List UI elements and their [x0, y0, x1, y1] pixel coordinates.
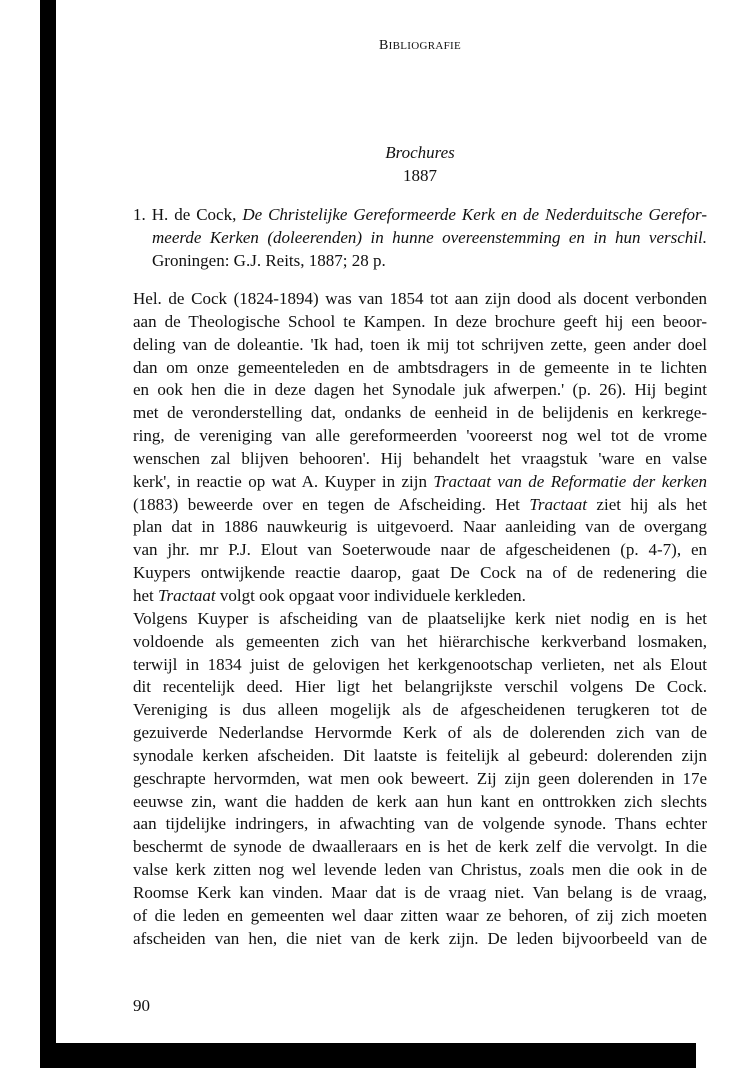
text-line [133, 227, 707, 250]
text-segment: gezuiverde Nederlandse Hervormde Kerk of als de dolerenden zich van de [133, 723, 707, 743]
text-line [133, 250, 707, 273]
page-number: 90 [133, 996, 150, 1015]
text-line [133, 357, 707, 380]
text-line [133, 882, 707, 905]
text-line [133, 562, 707, 585]
text-segment: Groningen: G.J. Reits, 1887; 28 p. [152, 250, 386, 270]
entry-description [133, 288, 707, 950]
text-line [133, 631, 707, 654]
text-line [133, 608, 707, 631]
text-segment: plan dat in 1886 nauwkeurig is uitgevoerd. Naar aanleiding van de overgang [133, 517, 707, 537]
text-segment: ring, de vereniging van alle gereformeerden 'vooreerst nog wel tot de vrome [133, 426, 707, 446]
text-line [133, 813, 707, 836]
text-segment: van jhr. mr P.J. Elout van Soeterwoude naar de afgescheidenen (p. 4-7), en [133, 540, 707, 560]
text-segment: deling van de doleantie. 'Ik had, toen ik mij tot schrijven zette, geen ander doel [133, 334, 707, 354]
text-line [133, 905, 707, 928]
text-segment: Vereniging is dus alleen mogelijk als de afgescheidenen terugkeren tot de [133, 700, 707, 720]
text-line [133, 836, 707, 859]
section-heading [0, 141, 738, 187]
text-line [133, 311, 707, 334]
text-segment: kerk', in reactie op wat A. Kuyper in zijn [133, 471, 434, 491]
text-segment: dan om onze gemeenteleden en de ambtsdragers in de gemeente in te lichten [133, 357, 707, 377]
scan-border-bottom [56, 1043, 696, 1068]
text-line [133, 768, 707, 791]
text-line [133, 791, 707, 814]
text-segment: aan de Theologische School te Kampen. In deze brochure geeft hij een beoor- [133, 311, 707, 331]
text-line [133, 676, 707, 699]
text-line [133, 516, 707, 539]
text-segment: valse kerk zitten nog wel levende leden van Christus, zoals men die ook in de [133, 860, 707, 880]
text-line [133, 494, 707, 517]
text-segment: dit recentelijk deed. Hier ligt het belangrijkste verschil volgens De Cock. [133, 677, 707, 697]
text-line [133, 334, 707, 357]
italic-title: De Christelijke Gereformeerde Kerk en de Nederduitsche Gerefor- [242, 205, 707, 224]
header-rest: IBLIOGRAFIE [388, 40, 461, 52]
running-header [0, 38, 738, 54]
italic-title: Tractaat [158, 585, 216, 605]
text-segment: Kuypers ontwijkende reactie daarop, gaat De Cock na of de redenering die [133, 563, 707, 583]
text-segment: terwijl in 1834 juist de gelovigen het kerkgenootschap verlieten, net als Elout [133, 654, 707, 674]
text-segment: (1883) beweerde over en tegen de Afscheiding. Het [133, 494, 530, 514]
text-line [133, 699, 707, 722]
text-line [133, 402, 707, 425]
text-segment: volgt ook opgaat voor individuele kerkleden. [215, 585, 526, 605]
text-segment: ziet hij als het [586, 494, 707, 514]
text-line [133, 859, 707, 882]
section-year: 1887 [403, 166, 437, 185]
text-line [133, 654, 707, 677]
text-line [133, 745, 707, 768]
italic-title: meerde Kerken (doleerenden) in hunne overeenstemming en in hun verschil. [152, 227, 707, 247]
text-segment: beschermt de synode de dwaalleraars en is het de kerk zelf die vervolgt. In die [133, 837, 707, 857]
text-segment: Volgens Kuyper is afscheiding van de plaatselijke kerk niet nodig en is het [133, 608, 707, 628]
text-segment: eeuwse zin, want die hadden de kerk aan hun kant en onttrokken zich slechts [133, 791, 707, 811]
header-initial: B [379, 38, 389, 53]
text-segment: Roomse Kerk kan vinden. Maar dat is de vraag niet. Van belang is de vraag, [133, 882, 707, 902]
text-line [133, 204, 707, 227]
text-segment: 1. H. de Cock, [133, 205, 243, 224]
text-line [133, 539, 707, 562]
italic-title: Tractaat van de Reformatie der kerken [433, 471, 707, 491]
text-line [133, 471, 707, 494]
italic-title: Tractaat [529, 494, 587, 514]
text-line [133, 425, 707, 448]
text-segment: en ook hen die in deze dagen het Synodale juk afwerpen.' (p. 26). Hij begint [133, 380, 707, 400]
text-segment: aan tijdelijke indringers, in afwachting van de volgende synode. Thans echter [133, 814, 707, 834]
text-line [133, 448, 707, 471]
text-segment: Hel. de Cock (1824-1894) was van 1854 tot aan zijn dood als docent verbonden [133, 289, 707, 308]
bibliography-entry [133, 204, 707, 273]
text-segment: afscheiden van hen, die niet van de kerk zijn. De leden bijvoorbeeld van de [133, 928, 707, 948]
text-line [133, 928, 707, 951]
text-segment: synodale kerken afscheiden. Dit laatste is feitelijk al gebeurd: dolerenden zijn [133, 745, 707, 765]
text-segment: het [133, 585, 159, 605]
text-line [133, 722, 707, 745]
section-title: Brochures [385, 143, 455, 162]
text-segment: of die leden en gemeenten wel daar zitten waar ze behoren, of zij zich moeten [133, 905, 707, 925]
text-line [133, 585, 707, 608]
text-line [133, 379, 707, 402]
text-line [133, 288, 707, 311]
text-segment: wenschen zal blijven behooren'. Hij behandelt het vraagstuk 'ware en valse [133, 448, 707, 468]
text-segment: met de veronderstelling dat, ondanks de eenheid in de belijdenis en kerkrege- [133, 403, 707, 423]
text-segment: geschrapte hervormden, wat men ook beweert. Zij zijn geen dolerenden in 17e [133, 768, 707, 788]
text-segment: voldoende als gemeenten zich van het hiërarchische kerkverband losmaken, [133, 631, 707, 651]
